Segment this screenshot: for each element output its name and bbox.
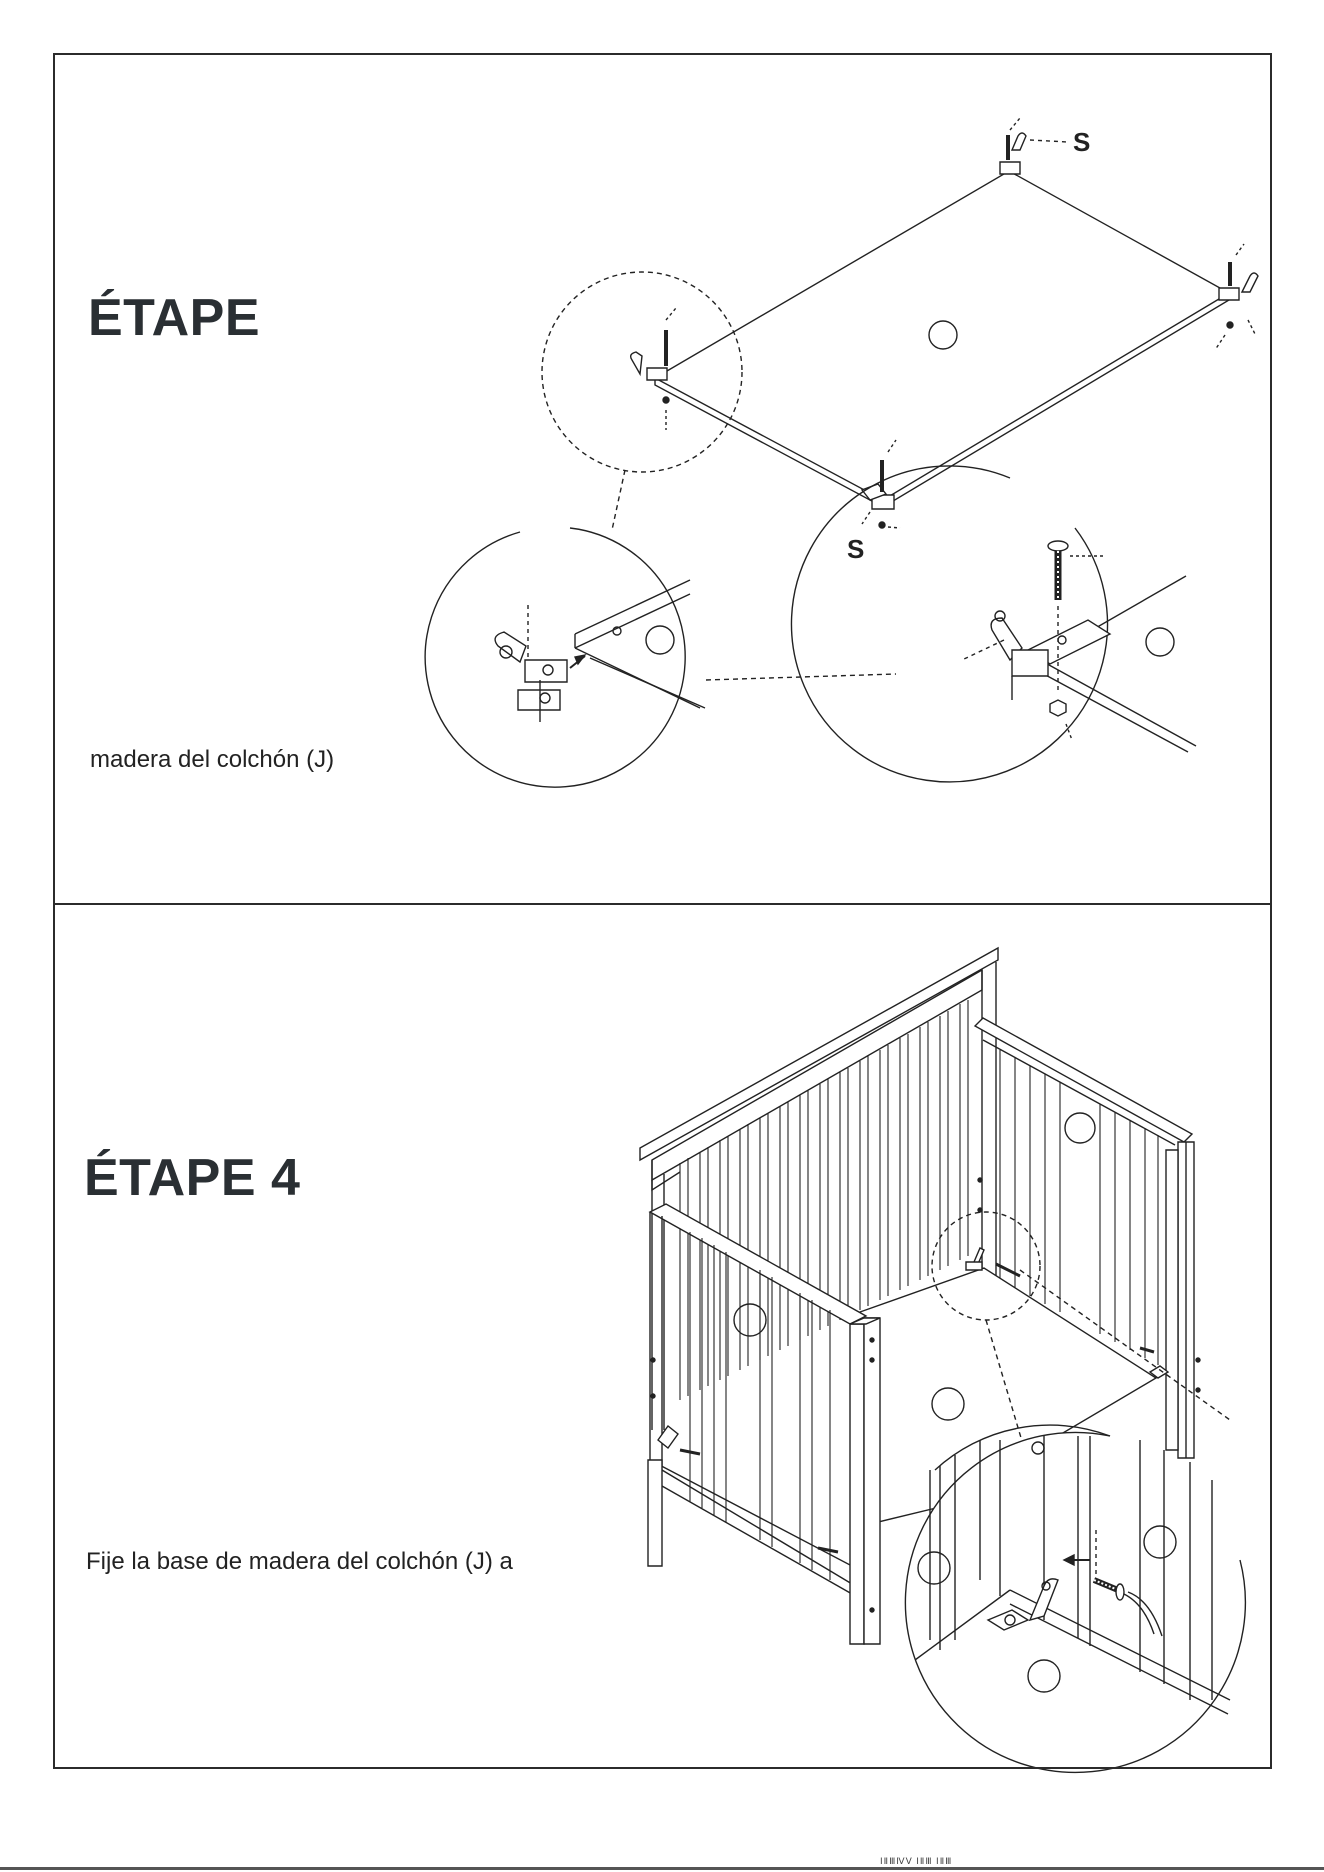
part-label-circle [646, 626, 674, 654]
detail-view-right [791, 466, 1196, 782]
step-caption-bottom: Fije la base de madera del colchón (J) a [86, 1548, 513, 1575]
corner-bracket [1000, 118, 1068, 174]
mattress-base-frame [655, 171, 1229, 507]
screw-label: S [1073, 127, 1091, 157]
corner-bracket [1215, 244, 1258, 350]
step-panel-bottom [53, 903, 1272, 1769]
step-title-bottom: ÉTAPE 4 [84, 1149, 301, 1207]
screw-label: S [847, 534, 865, 564]
part-label-circle [1146, 628, 1174, 656]
footer-text: ⅠⅡⅢⅣⅤ ⅠⅡⅢ ⅠⅡⅢ [880, 1856, 953, 1866]
detail-view-left [425, 528, 705, 787]
step-caption-top: madera del colchón (J) [90, 746, 335, 773]
step-title-top: ÉTAPE [88, 289, 261, 347]
page-edge [0, 1867, 1324, 1870]
